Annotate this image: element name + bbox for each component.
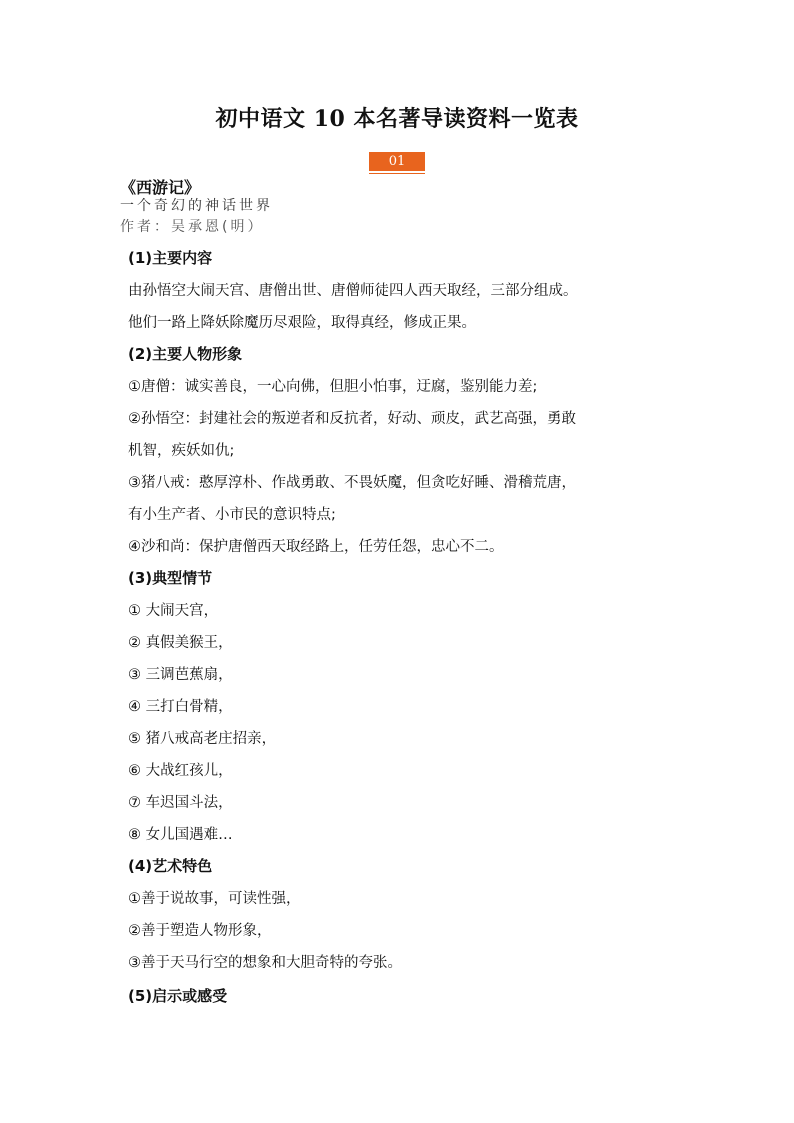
- paragraph-line: ①善于说故事，可读性强，: [128, 891, 301, 907]
- book-subtitle: 一个奇幻的神话世界: [120, 198, 273, 214]
- list-item: ⑦ 车迟国斗法，: [128, 795, 233, 811]
- paragraph-line: 机智，疾妖如仇;: [128, 443, 235, 459]
- section-heading-characters: (2)主要人物形象: [128, 345, 243, 363]
- paragraph-line: ③猪八戒：憨厚淳朴、作战勇敢、不畏妖魔，但贪吃好睡、滑稽荒唐，: [128, 475, 576, 491]
- list-item: ③ 三调芭蕉扇，: [128, 667, 233, 683]
- paragraph-line: 他们一路上降妖除魔历尽艰险，取得真经，修成正果。: [128, 315, 476, 331]
- list-item: ② 真假美猴王，: [128, 635, 233, 651]
- section-number-badge: [369, 152, 425, 174]
- list-item: ① 大闹天宫，: [128, 603, 219, 619]
- section-heading-main-content: (1)主要内容: [128, 249, 213, 267]
- paragraph-line: ①唐僧：诚实善良，一心向佛，但胆小怕事，迂腐，鉴别能力差;: [128, 379, 538, 395]
- paragraph-line: ④沙和尚：保护唐僧西天取经路上，任劳任怨，忠心不二。: [128, 539, 504, 555]
- list-item: ⑧ 女儿国遇难…: [128, 827, 233, 843]
- book-title: 《西游记》: [120, 178, 201, 197]
- section-heading-plots: (3)典型情节: [128, 569, 213, 587]
- section-heading-art-features: (4)艺术特色: [128, 857, 213, 875]
- paragraph-line: ②善于塑造人物形象，: [128, 923, 272, 939]
- paragraph-line: ③善于天马行空的想象和大胆奇特的夸张。: [128, 955, 402, 971]
- badge-label: 01: [369, 152, 425, 171]
- paragraph-line: 有小生产者、小市民的意识特点;: [128, 507, 336, 523]
- paragraph-line: 由孙悟空大闹天宫、唐僧出世、唐僧师徒四人西天取经，三部分组成。: [128, 283, 578, 299]
- badge-underline: [369, 173, 425, 174]
- list-item: ④ 三打白骨精，: [128, 699, 233, 715]
- section-heading-insights: (5)启示或感受: [128, 987, 228, 1005]
- paragraph-line: ②孙悟空：封建社会的叛逆者和反抗者，好动、顽皮，武艺高强，勇敢: [128, 411, 576, 427]
- list-item: ⑤ 猪八戒高老庄招亲，: [128, 731, 277, 747]
- page-title: 初中语文 10 本名著导读资料一览表: [215, 106, 579, 132]
- list-item: ⑥ 大战红孩儿，: [128, 763, 233, 779]
- book-author: 作者：吴承恩(明）: [120, 219, 265, 235]
